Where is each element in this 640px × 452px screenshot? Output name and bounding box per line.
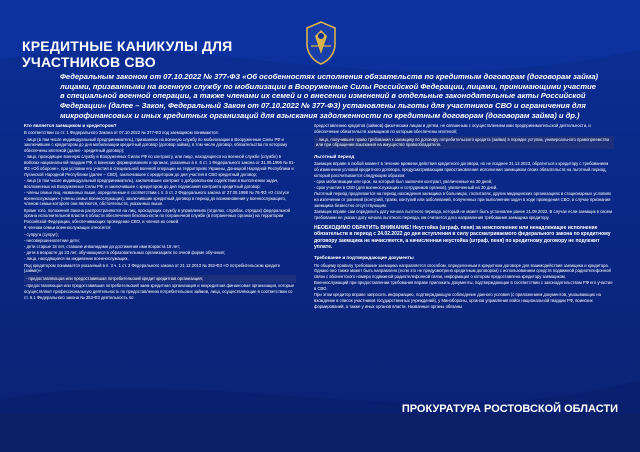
documents-heading: Требование и подтверждающие документы bbox=[314, 255, 414, 261]
grace-paragraph: - срок мобилизации или срок, на который был заключен контракт, увеличенные на 30 дней; bbox=[314, 178, 493, 184]
footer-band bbox=[0, 414, 640, 452]
grace-paragraph: - срок участия в СВО (для военнослужащих и сотрудников органов), увеличенный на 30 дней. bbox=[314, 184, 498, 190]
grace-period-heading: Льготный период bbox=[314, 153, 355, 159]
attention-notice: НЕОБХОДИМО ОБРАТИТЬ ВНИМАНИЕ! Неустойка (штраф, пеня) за неисполнение или ненадлежащее исполнение обязательств в период с 24.02.2022 до дня вступления в силу рассматриваемого федерального закона по кредитному договору заемщика не начисляется, а начисленная неустойка (штраф, пеня) по кредитному договору не подлежит уплате. bbox=[314, 224, 611, 251]
left-paragraph: - лицо, проходящее военную службу в Вооруженных Силах РФ по контракту, или лицо, находящееся на военной службе (службе) в войсках национальной гвардии РФ, в воинских формированиях и органах, указанных в п. 6 ст. 1 Федерального закона от 31.05.1996 № 61-ФЗ «Об обороне», при условии его участия в специальной военной операции на территориях Украины, Донецкой Народной Республики и Луганской Народной Республики (далее – СВО), заключившее с кредитором до дня участия в СВО кредитный договор; bbox=[24, 154, 295, 177]
borrower-heading: Кто является заемщиком и кредитором? bbox=[24, 123, 117, 128]
left-paragraph: - лицо (в том числе индивидуальный предприниматель), призванное на военную службу по мобилизации в Вооруженные Силы РФ и заключившее с кредитором до дня мобилизации кредитный договор (договор займа), в том числе договор, обязательства по которому обеспечены ипотекой (далее - кредитный договор); bbox=[24, 136, 288, 154]
left-paragraph: - супруга (супруг); bbox=[24, 231, 59, 237]
prosecutor-emblem-icon bbox=[301, 20, 341, 66]
footer-organization: ПРОКУРАТУРА РОСТОВСКОЙ ОБЛАСТИ bbox=[401, 403, 618, 415]
left-paragraph: - дети старше 18 лет, ставшие инвалидами до достижения ими возраста 18 лет; bbox=[24, 243, 181, 249]
left-paragraph: - предоставляющая или предоставившая потребительский заем кредитная организация и некредитная финансовая организация, которые осуществляют профессиональную деятельность по предоставлению потребительских займов, лица, осуществляющие в соответствии со ст. 6.1 Федерального закона № 353-ФЗ деятельность по bbox=[24, 283, 295, 300]
left-paragraph: - несовершеннолетние дети; bbox=[24, 237, 80, 243]
right-paragraph: предоставлению кредитов (займов) физическим лицам и детям, не связанным с осуществлением ими предпринимательской деятельности, и обеспечение обязательств заемщиков по которым обеспечены ипотекой; bbox=[314, 123, 591, 134]
left-paragraph: - лицо (в том числе индивидуальный предприниматель), заключившее контракт о добровольном содействии в выполнении задач, возложенных на Вооруженные Силы РФ, и заключившее с кредитором до дня подписания контракта кредитный договор; bbox=[24, 177, 279, 189]
left-paragraph: К членам семьи военнослужащих относятся: bbox=[24, 225, 112, 231]
documents-paragraph: По общему правилу требование заемщика направляется способом, определенным в кредитном договоре для взаимодействия заемщика и кредитора. Однако оно также может быть направлено (если это не предусмотрено кредитным договором) с использованием средств подвижной радиотелефонной связи с абонентского номера подвижной радиотелефонной связи, информация о котором предоставлена кредитору заемщиком. bbox=[314, 262, 611, 280]
poster-title: КРЕДИТНЫЕ КАНИКУЛЫ ДЛЯ УЧАСТНИКОВ СВО bbox=[22, 38, 233, 70]
documents-paragraph: При этом кредитор вправе запросить информацию, подтверждающую соблюдение данного условия (с приложением документов, указывающих на вхождение в список участников государственных учреждений), у Минобороны, органов управления войск национальной гвардии РФ, воинских формирований, а также у иных органов власти. Названные органы обязаны bbox=[314, 292, 601, 309]
left-column bbox=[24, 123, 296, 301]
left-paragraph: Под кредитором понимается указанный в п. 3 ч. 1 ст. 3 Федерального закона от 21.12.2013 № 353-ФЗ «О потребительском кредите (займе)»: bbox=[24, 262, 281, 274]
intro-text: Федеральным законом от 07.10.2022 № 377-ФЗ «Об особенностях исполнения обязательств по кредитным договорам (договорам займа) лицами, призванными на военную службу по мобилизации в Вооруженные Силы Российской Федерации, лицами, принимающими участие в специальной военной операции, а также членами их семей и о внесении изменений в отдельные законодательные акты Российской Федерации» (далее – Закон, Федеральный Закон от 07.10.2022 № 377-ФЗ) установлены льготы для участников СВО и ограничения для микрофинансовых и иных кредитных организаций для взыскания задолженности по кредитным договорам (договорам займа) и др.) bbox=[60, 72, 599, 120]
left-paragraph: - лица, находящиеся на иждивении военнослужащих. bbox=[24, 256, 129, 262]
left-paragraph: - дети в возрасте до 23 лет, обучающиеся в образовательных организациях по очной форме обучения; bbox=[24, 250, 225, 256]
grace-paragraph: Заемщик вправе в любой момент в течение времени действия кредитного договора, но не позднее 31.12.2023, обратиться к кредитору с требованием об изменении условий кредитного договора, предусматривающим приостановление исполнения заемщиком своих обязательств на льготный период, который рассчитывается следующим образом: bbox=[314, 160, 609, 178]
left-paragraph-highlight: - предоставляющая или предоставившая потребительский кредит кредитная организация; bbox=[24, 275, 296, 283]
left-paragraph: Кроме того, положения Закона распространяются на лиц, проходящих службу в управлениях (отделах, службах, отрядах) федеральной органа исполнительной власти в области обеспечения безопасности по пограничной службе (в пограничных органах) на территории Российской Федерации, обеспечивающих проведение СВО, и членов их семей. bbox=[24, 207, 290, 225]
grace-paragraph: Заемщик вправе сам определить дату начала льготного периода, который не может быть установлен ранее 21.09.2022. В случае если заемщик в своем требовании не указал дату начала льготного периода, им считается дата направления требования заемщика кредитору. bbox=[314, 208, 612, 220]
documents-paragraph: Военнослужащий при предоставлении требования вправе приложить документы, подтверждающие в соответствии с законодательством РФ его участие в СВО. bbox=[314, 280, 613, 292]
left-paragraph: - члены семьи лиц, названных выше, определенные в соответствии с п. 5 ст. 2 Федерального закона от 27.05.1998 № 76-ФЗ «О статусе военнослужащих» (члены семьи военнослужащих), заключившие кредитный договор в период до возникновения у военнослужащего, членом семьи которого они являются, обстоятельств, указанных выше. bbox=[24, 189, 290, 207]
left-paragraph: В соответствии со ст. 1 Федерального Закона от 07.10.2022 № 377-ФЗ под заемщиком понимаются: bbox=[24, 130, 219, 136]
right-column bbox=[314, 123, 614, 310]
right-paragraph-highlight: - лицо, получившее право требования к заемщику по договору потребительского кредита (займа) в порядке уступки, универсального правопреемства или при обращении взыскания на имущество правообладателя. bbox=[314, 136, 614, 150]
grace-paragraph: Льготный период продлевается на период нахождения заемщика в больницах, госпиталях, других медицинских организациях в стационарных условиях на излечении от ранений (контузий, травм, контузий или заболеваний, полученных при выполнении задач в ходе проведения СВО, в случае признания заемщика безвестно отсутствующим. bbox=[314, 191, 612, 208]
